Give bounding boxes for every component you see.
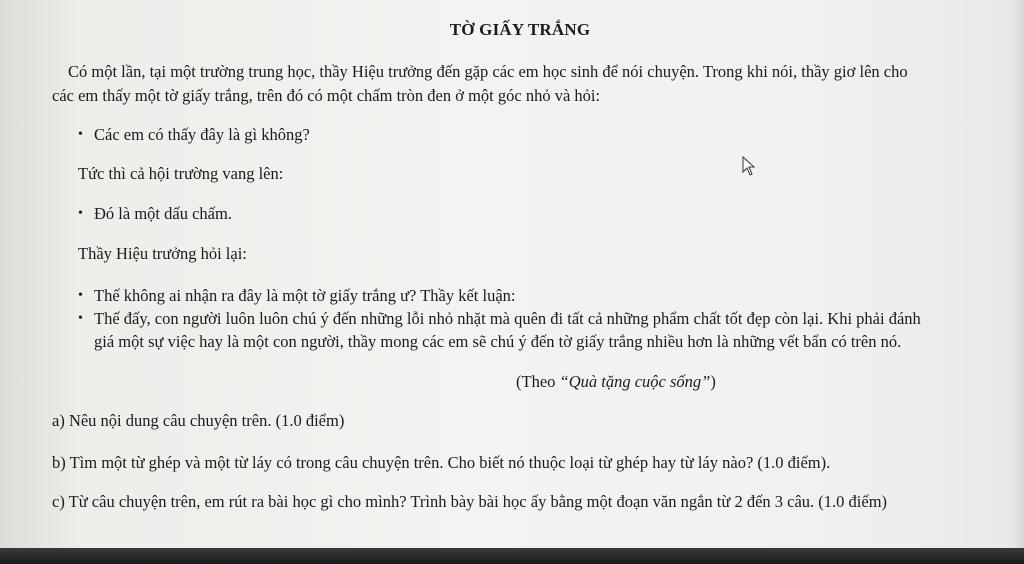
bullet-principal-question: Thế không ai nhận ra đây là một tờ giấy trắng ư? Thầy kết luận: (94, 286, 516, 305)
reply-intro-line: Tức thì cả hội trường vang lên: (78, 164, 284, 183)
monitor-bezel (0, 548, 1024, 564)
bullet-icon: • (78, 127, 83, 142)
mouse-pointer-icon (742, 156, 756, 176)
screen-edge-shadow (1012, 0, 1024, 552)
source-suffix: ) (710, 372, 716, 391)
intro-line-1: Có một lần, tại một trường trung học, thầy Hiệu trưởng đến gặp các em học sinh để nói chuyện. Trong khi nói, thầy giơ lên cho (68, 62, 908, 81)
question-c: c) Từ câu chuyện trên, em rút ra bài học gì cho mình? Trình bày bài học ấy bằng một đoạn văn ngắn từ 2 đến 3 câu. (1.0 điểm) (52, 492, 888, 511)
bullet-conclusion-line-2: giá một sự việc hay là một con người, thầy mong các em sẽ chú ý đến tờ giấy trắng nhiều hơn là những vết bẩn có trên nó. (94, 332, 902, 351)
source-title: “Quà tặng cuộc sống” (559, 372, 711, 391)
source-citation (516, 371, 716, 393)
bullet-conclusion-line-1: Thế đấy, con người luôn luôn chú ý đến những lỗi nhỏ nhặt mà quên đi tất cả những phẩm chất tốt đẹp còn lại. Khi phải đánh (94, 309, 921, 328)
question-a: a) Nêu nội dung câu chuyện trên. (1.0 điểm) (52, 411, 345, 430)
intro-line-2: các em thấy một tờ giấy trắng, trên đó có một chấm tròn đen ở một góc nhỏ và hỏi: (52, 86, 601, 105)
source-prefix: (Theo (516, 372, 560, 391)
bullet-icon: • (78, 206, 83, 221)
principal-line: Thầy Hiệu trưởng hỏi lại: (78, 244, 247, 263)
bullet-question: Các em có thấy đây là gì không? (94, 125, 310, 144)
bullet-icon: • (78, 311, 83, 326)
question-b: b) Tìm một từ ghép và một từ láy có trong câu chuyện trên. Cho biết nó thuộc loại từ ghép hay từ láy nào? (1.0 điểm). (52, 453, 831, 472)
bullet-answer: Đó là một dấu chấm. (94, 204, 232, 223)
document-title: TỜ GIẤY TRẮNG (449, 20, 591, 39)
bullet-icon: • (78, 288, 83, 303)
